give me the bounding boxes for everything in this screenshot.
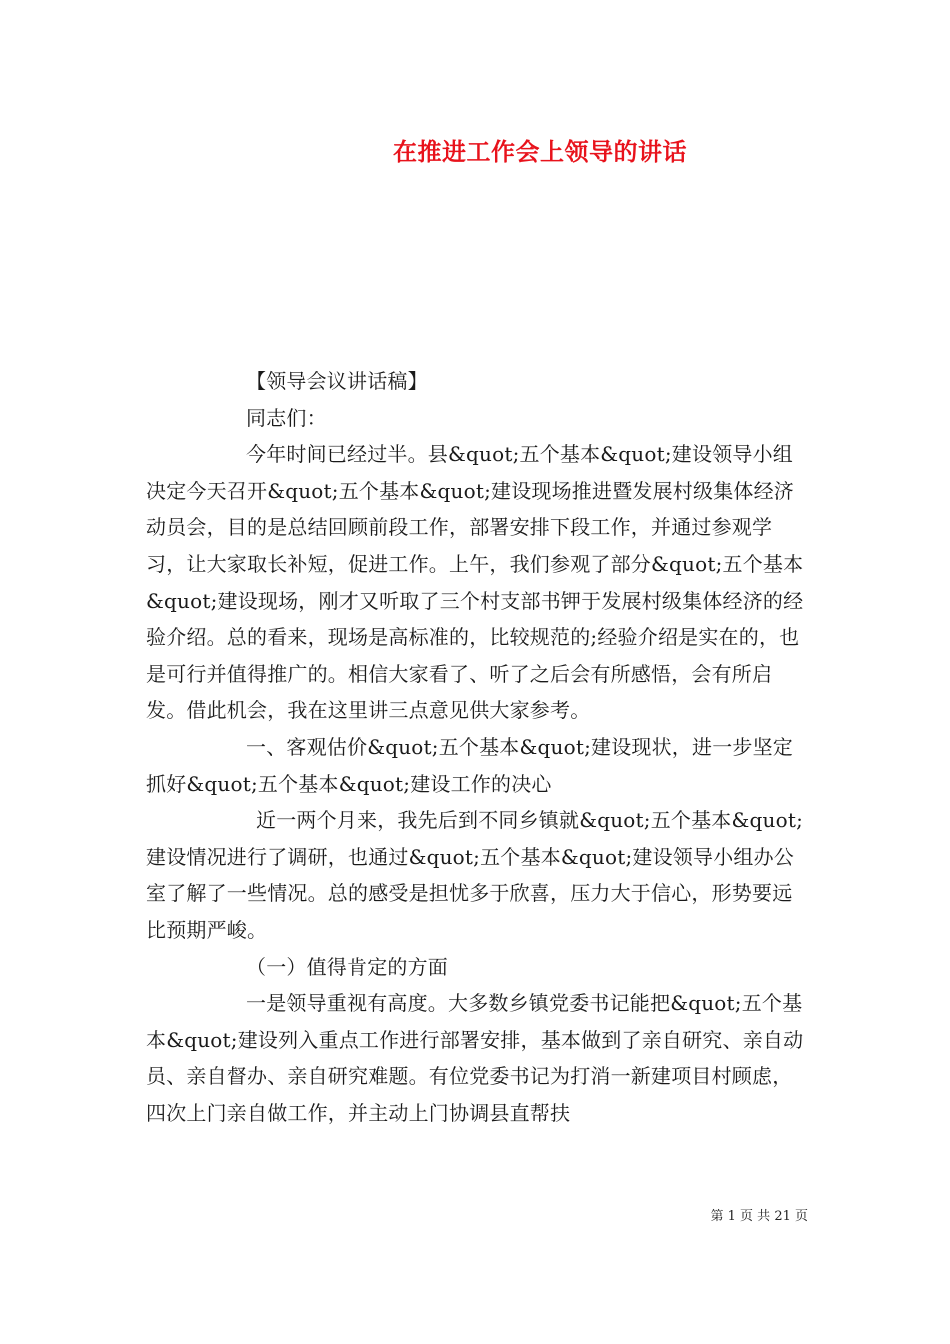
paragraph-subheading-1: （一）值得肯定的方面 <box>246 954 448 979</box>
page-footer <box>0 1205 808 1224</box>
paragraph-source-tag: 【领导会议讲话稿】 <box>246 369 428 393</box>
page-number-label: 第 1 页 共 21 页 <box>710 1209 808 1224</box>
paragraph-intro: 今年时间已经过半。县&quot;五个基本&quot;建设领导小组决定今天召开&quot;五个基本&quot;建设现场推进暨发展村级集体经济动员会，目的是总结回顾前段工作，部署安排下段工作，并通过参观学习，让大家取长补短，促进工作。上午，我们参观了部分&quot;五个基本&quot;建设现场，刚才又听取了三个村支部书钾于发展村级集体经济的经验介绍。总的看来，现场是高标准的，比较规范的;经验介绍是实在的，也是可行并值得推广的。相信大家看了、听了之后会有所感悟，会有所启发。借此机会，我在这里讲三点意见供大家参考。 <box>146 442 804 723</box>
paragraph-salutation: 同志们： <box>246 405 327 430</box>
document-body <box>146 363 810 1131</box>
paragraph-point-1: 一是领导重视有高度。大多数乡镇党委书记能把&quot;五个基本&quot;建设列入重点工作进行部署安排，基本做到了亲自研究、亲自动员、亲自督办、亲自研究难题。有位党委书记为打消一新建项目村顾虑，四次上门亲自做工作，并主动上门协调县直帮扶 <box>146 991 804 1125</box>
paragraph-section-1-body: 近一两个月来，我先后到不同乡镇就&quot;五个基本&quot;建设情况进行了调研，也通过&quot;五个基本&quot;建设领导小组办公室了解了一些情况。总的感受是担忧多于欣喜，压力大于信心，形势要远比预期严峻。 <box>146 808 804 942</box>
document-title: 在推进工作会上领导的讲话 <box>393 137 687 166</box>
paragraph-section-heading-1: 一、客观估价&quot;五个基本&quot;建设现状，进一步坚定抓好&quot;五个基本&quot;建设工作的决心 <box>146 734 794 796</box>
